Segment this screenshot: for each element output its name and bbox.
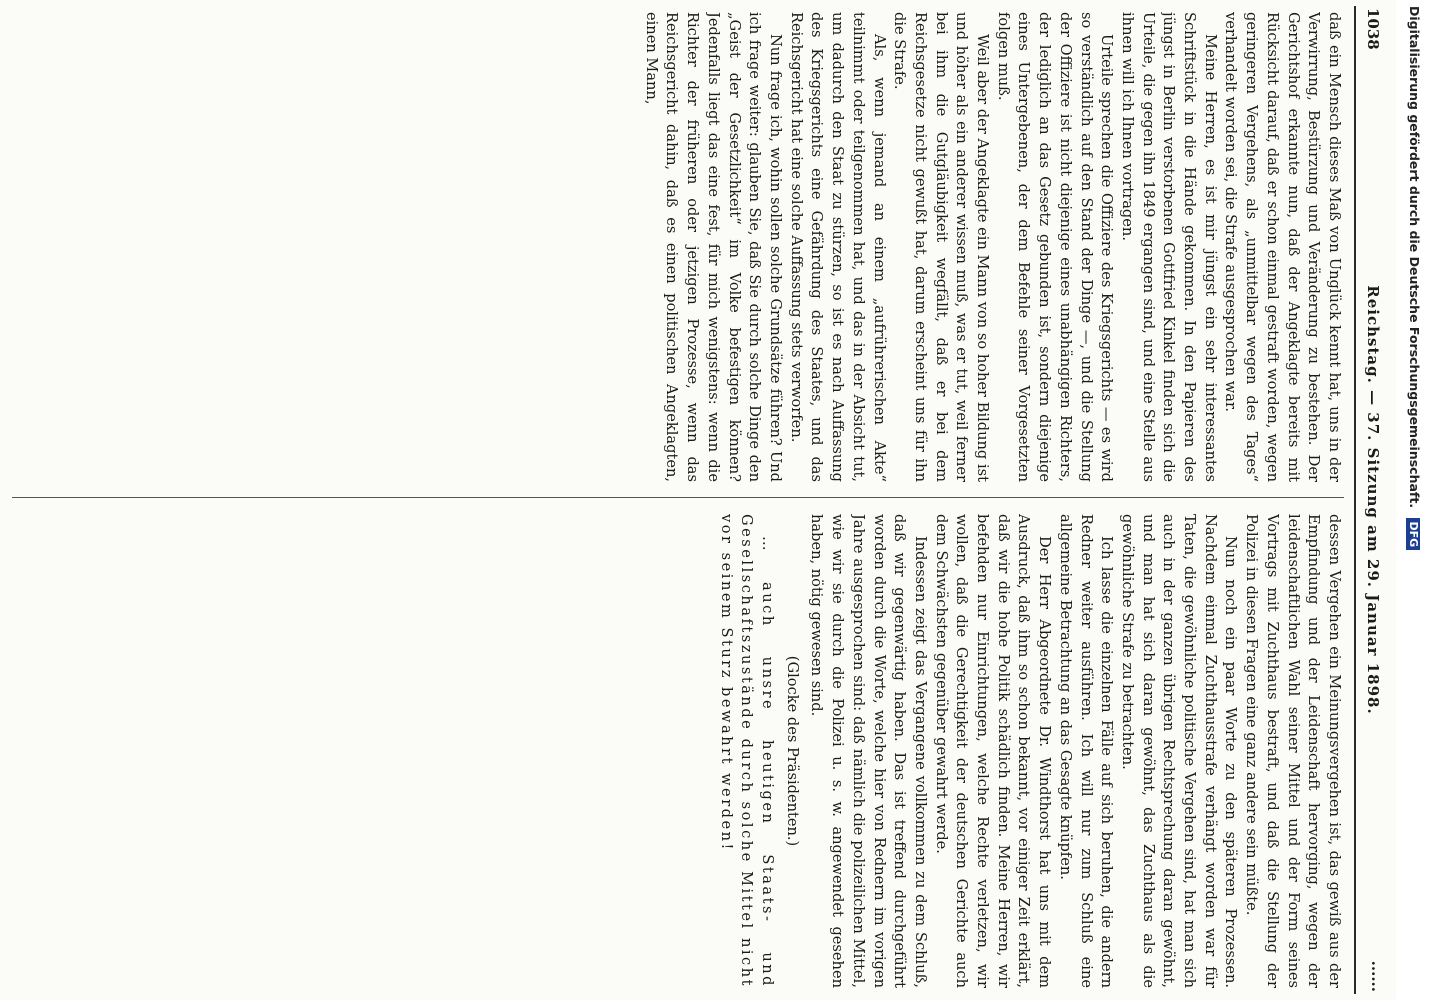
paragraph: Der Herr Abgeordnete Dr. Windthorst hat uns mit dem Ausdruck, daß ihm so schon bekannt, vor einiger Zeit erklärt, daß wir die hohe Politik schädlich finden. Meine Herren, wir befehden nur Einrichtungen, welche Rechte verletzen, wir wollen, daß die Gerechtigkeit der deutschen Gerichte auch dem Schwächsten gegenüber gewahrt werde. — [932, 514, 1054, 988]
paragraph: Nun noch ein paar Worte zu den späteren Prozessen. Nachdem einmal Zuchthausstrafe verhängt worden war für Taten, die gewöhnliche politische Vergehen sind, hat man sich auch in der ganzen übrigen Rechtsprechung daran gewöhnt, und man hat sich daran gewöhnt, das Zuchthaus als die gewöhnliche Strafe zu betrachten. — [1118, 514, 1240, 988]
paragraph: dessen Vergehen ein Meinungsvergehen ist, das gewiß aus der Empfindung und der Leidenschaft hervorging, wegen der leidenschaftlichen Wahl seiner Mittel und der Form seines Vortrags mit Zuchthaus bestraft, und daß die Stellung der Polizei in diesen Fragen eine ganz andere sein müßte. — [1243, 514, 1343, 988]
paragraph: Meine Herren, es ist mir jüngst ein sehr interessantes Schriftstück in die Hände gekommen. In den Papieren des jüngst in Berlin verstorbenen Gottfried Kinkel finden sich die Urteile, die gegen ihn 1849 ergangen sind, und eine Stelle aus ihnen will ich Ihnen vortragen. — [1118, 12, 1219, 482]
paragraph: Als, wenn jemand an einem „aufrührerischen Akte“ teilnimmt oder teilgenommen hat, und das in der Absicht tut, um dadurch den Staat zu stürzen, so ist es nach Auffassung des Kriegsgerichts eine Gefährdung des Staates, und das Reichsgericht hat eine solche Auffassung stets verworfen. — [787, 12, 888, 482]
paragraph: Weil aber der Angeklagte ein Mann von so hoher Bildung ist und höher als ein anderer wissen muß, was er tut, weil ferner bei ihm die Gutgläubigkeit wegfällt, daß er bei dem Reichsgesetze nicht gewußt hat, darum erscheint uns für ihn die Strafe. — [891, 12, 992, 482]
column-divider — [12, 497, 1344, 498]
running-title: Reichstag. — 37. Sitzung am 29. Januar 1898. — [1364, 285, 1382, 715]
paragraph: (Glocke des Präsidenten.) — [783, 655, 801, 847]
digitization-note — [1396, 0, 1432, 1000]
dfg-logo: DFG — [1407, 518, 1421, 550]
paragraph: … auch unsre heutigen Staats- und Gesellschaftszustände durch solche Mittel nicht vor seinem Sturz bewahrt werden! — [717, 514, 777, 988]
paragraph: daß ein Mensch dieses Maß von Unglück kennt hat, uns in der Verwirrung, Bestürzung und Veränderung zu bestehen. Der Gerichtshof erkannte nun, daß der Angeklagte bereits mit Rücksicht darauf, daß er schon einmal gestraft worden, wegen geringeren Vergehens, als „unmittelbar wegen des Tages“ verhandelt worden sei, die Strafe ausgesprochen war. — [1222, 12, 1343, 482]
page-number: 1038 — [1364, 8, 1382, 50]
text-column-left — [10, 12, 1344, 482]
paragraph: Urteile sprechen die Offiziere des Kriegsgerichts — es wird so verständlich auf den Stand der Dinge —, und die Stellung der Offiziere ist nicht diejenige eines unabhängigen Richters, der lediglich an das Gesetz gebunden ist, sondern diejenige eines Untergebenen, der dem Befehle seiner Vorgesetzten folgen muß. — [994, 12, 1116, 482]
paragraph: Indessen zeigt das Vergangene vollkommen zu dem Schluß, daß wir gegenwärtig haben. Das ist treffend durchgeführt worden durch die Worte, welche hier von Rednern im vorigen Jahre ausgesprochen sind: daß nämlich die polizeilichen Mittel, wie wir sie durch die Polizei u. s. w. angewendet gesehen haben, nötig gewesen sind. — [808, 514, 929, 988]
digitization-text: Digitalisierung gefördert durch die Deutsche Forschungsgemeinschaft. — [1407, 6, 1422, 509]
header-rule — [1354, 6, 1356, 994]
page-header — [1358, 0, 1384, 1000]
header-ornament: ······ — [1364, 960, 1382, 992]
text-column-right — [10, 514, 1344, 988]
paragraph: Nun frage ich, wohin sollen solche Grundsätze führen? Und ich frage weiter: glauben Sie, daß Sie durch solche Dinge den „Geist der Gesetzlichkeit“ im Volke befestigen können? Jedenfalls liegt das eine fest, für mich wenigstens: wenn die Richter der früheren oder jetzigen Prozesse, wenn das Reichsgericht dahin, daß es einen politischen Angeklagten, einen Mann, — [642, 12, 785, 482]
paragraph: Ich lasse die einzelnen Fälle auf sich beruhen, die andern Redner weiter ausführen. Ich will nur zum Schluß eine allgemeine Betrachtung an das Gesagte knüpfen. — [1056, 514, 1116, 988]
